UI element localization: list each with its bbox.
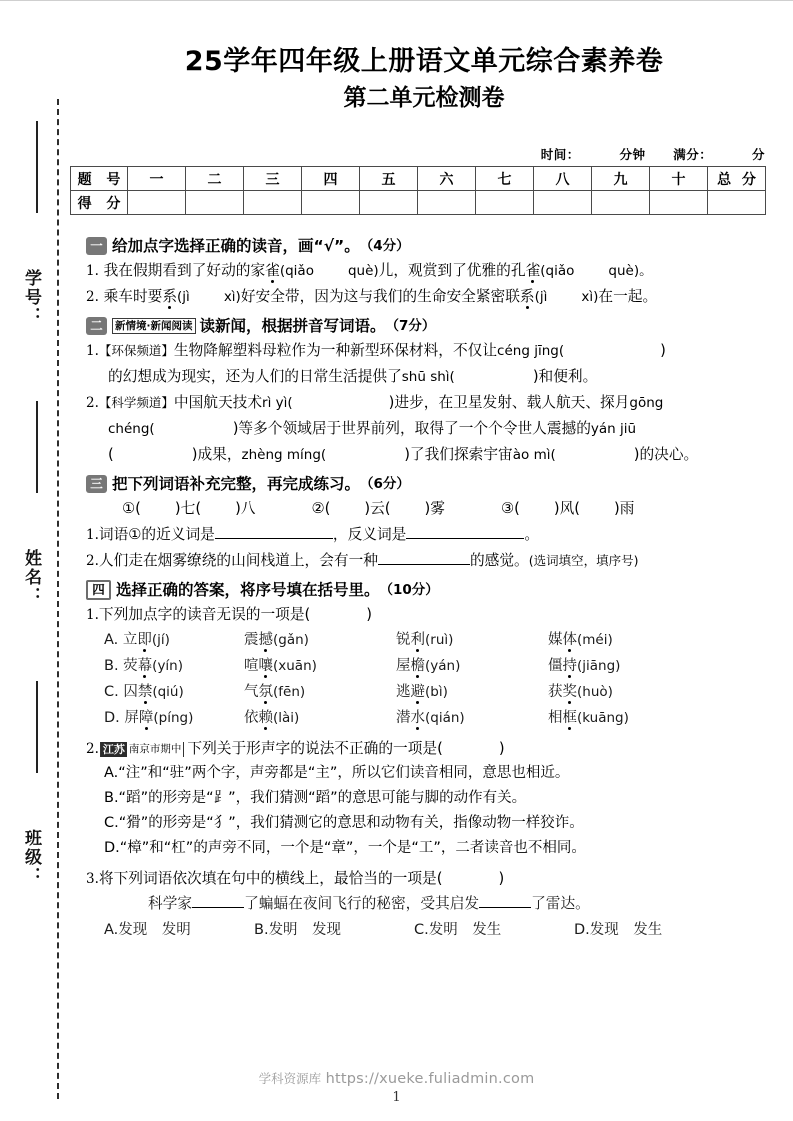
score-table bbox=[70, 166, 766, 215]
option-label: B. bbox=[104, 658, 119, 674]
option-text: 发现 发生 bbox=[589, 922, 663, 938]
question-text: 词语①的近义词是 bbox=[98, 526, 215, 543]
city-exam-name: 南京市期中 bbox=[128, 742, 182, 755]
section-3-question-2 bbox=[86, 549, 758, 573]
pinyin-option-3[interactable]: (qiǎo bbox=[540, 263, 575, 279]
section-1 bbox=[86, 235, 758, 309]
page-title-block bbox=[74, 45, 774, 112]
option-B[interactable]: B.“蹈”的形旁是“⻊”，我们猜测“蹈”的意思可能与脚的动作有关。 bbox=[104, 790, 527, 806]
score-table-col-3: 三 bbox=[244, 167, 302, 191]
score-cell-2[interactable] bbox=[186, 191, 244, 215]
page-number: 1 bbox=[392, 1090, 401, 1105]
score-cell-8[interactable] bbox=[534, 191, 592, 215]
option-text: 发现 发明 bbox=[118, 922, 191, 938]
section-2-title: 读新闻，根据拼音写词语。 bbox=[199, 317, 386, 335]
dotted-char: 雀 bbox=[525, 262, 541, 279]
pinyin-prompt-2a: gōng bbox=[629, 395, 664, 411]
question-number: 3. bbox=[86, 871, 99, 887]
watermark-url: https://xueke.fuliadmin.com bbox=[325, 1071, 535, 1087]
option-pinyin: (gǎn) bbox=[273, 632, 309, 648]
section-1-question-1 bbox=[86, 259, 758, 283]
channel-tag: 【环保频道】 bbox=[98, 343, 174, 358]
section-4-question-2 bbox=[86, 737, 758, 761]
dotted-char: 框 bbox=[562, 710, 577, 726]
question-text-cont: 儿，观赏到了优雅的孔 bbox=[378, 262, 526, 279]
option-word: 喧 bbox=[244, 658, 259, 674]
section-4-points: （10分） bbox=[379, 582, 439, 598]
option-pinyin: (jiāng) bbox=[577, 658, 621, 674]
question-text-cont: 好安全带，因为这与我们的生命安全紧密联 bbox=[240, 288, 520, 305]
section-4-question-3 bbox=[86, 867, 758, 891]
idiom-3-open: ③( bbox=[500, 500, 520, 517]
score-table-head-label: 题 号 bbox=[71, 167, 128, 191]
question-text: 我在假期看到了好动的家 bbox=[103, 262, 266, 279]
dotted-char: 撼 bbox=[258, 632, 273, 648]
section-2-question-2-line2 bbox=[86, 417, 758, 441]
score-table-col-6: 六 bbox=[418, 167, 476, 191]
score-cell-1[interactable] bbox=[128, 191, 186, 215]
section-1-points: （4分） bbox=[359, 238, 410, 254]
option-word: 屏 bbox=[124, 710, 139, 726]
pinyin-prompt-1: céng jīng( bbox=[497, 343, 565, 359]
score-table-score-label: 得 分 bbox=[71, 191, 128, 215]
option-word: 屋 bbox=[396, 658, 411, 674]
province-tag bbox=[100, 742, 185, 757]
dotted-char: 即 bbox=[137, 632, 152, 648]
option-label: A. bbox=[104, 922, 119, 938]
score-table-col-7: 七 bbox=[476, 167, 534, 191]
idiom-2-end: )雾 bbox=[424, 500, 445, 517]
option-word: 立 bbox=[122, 632, 138, 648]
section-3-number-badge: 三 bbox=[86, 475, 107, 493]
paren-close: ) bbox=[498, 740, 505, 757]
section-2-question-2 bbox=[86, 391, 758, 415]
option-pinyin: (yín) bbox=[152, 658, 184, 674]
idiom-1-mid: )七( bbox=[174, 500, 202, 517]
page-subtitle: 第二单元检测卷 bbox=[343, 84, 505, 111]
option-pinyin: (qián) bbox=[425, 710, 465, 726]
fold-dashed-line bbox=[57, 99, 59, 1099]
option-pinyin: (fēn) bbox=[273, 684, 306, 700]
section-3-heading bbox=[86, 473, 758, 495]
section-3-question-1 bbox=[86, 523, 758, 547]
section-2-number-badge: 二 bbox=[86, 317, 107, 335]
score-table-col-5: 五 bbox=[360, 167, 418, 191]
question-text-end: 。 bbox=[524, 526, 540, 543]
question-text-end: )和便利。 bbox=[532, 368, 598, 385]
score-cell-9[interactable] bbox=[592, 191, 650, 215]
section-2-question-1-line2 bbox=[86, 365, 758, 389]
dotted-char: 系 bbox=[519, 288, 535, 305]
option-word: 囚 bbox=[123, 684, 138, 700]
section-4-heading bbox=[86, 579, 758, 601]
section-1-heading bbox=[86, 235, 758, 257]
option-label: C. bbox=[414, 922, 429, 938]
exam-content bbox=[86, 229, 758, 945]
channel-tag: 【科学频道】 bbox=[98, 395, 174, 410]
fullscore-label: 满分： bbox=[673, 147, 713, 162]
dotted-char: 氛 bbox=[258, 684, 273, 700]
student-class-label: 班级： bbox=[21, 829, 41, 886]
paren-close: ) bbox=[660, 342, 666, 359]
question-number: 1. bbox=[86, 607, 99, 623]
section-2-heading bbox=[86, 315, 758, 337]
pinyin-option-2[interactable]: xì) bbox=[223, 289, 241, 305]
option-pinyin: (qiú) bbox=[152, 684, 184, 700]
option-word: 逃 bbox=[396, 684, 411, 700]
idiom-3-mid: )风( bbox=[553, 500, 581, 517]
question-number: 2. bbox=[86, 289, 99, 305]
question-number: 1. bbox=[86, 263, 99, 279]
option-text: 发明 发生 bbox=[428, 922, 502, 938]
option-row-D[interactable] bbox=[86, 705, 758, 731]
paren-open: ( bbox=[108, 446, 114, 463]
question-number: 2. bbox=[86, 741, 99, 757]
question-number: 1. bbox=[86, 527, 99, 543]
question-text: 人们走在烟雾缭绕的山间栈道上，会有一种 bbox=[98, 552, 378, 569]
option-text: 发明 发现 bbox=[268, 922, 342, 938]
option-pinyin: (jí) bbox=[151, 632, 170, 648]
option-row-C[interactable] bbox=[86, 679, 758, 705]
option-label: D. bbox=[574, 922, 590, 938]
question-text-cont: ，反义词是 bbox=[332, 526, 407, 543]
page-title: 25学年四年级上册语文单元综合素养卷 bbox=[184, 46, 664, 77]
question-text: 下列加点字的读音无误的一项是( bbox=[98, 606, 311, 623]
question-text-cont: )等多个领域居于世界前列，取得了一个个令世人震撼的 bbox=[232, 420, 591, 437]
answer-blank[interactable] bbox=[406, 538, 524, 539]
option-word: 相 bbox=[548, 710, 563, 726]
dotted-char: 嚷 bbox=[258, 658, 273, 674]
section-2-question-1 bbox=[86, 339, 758, 363]
question-note: (选词填空，填序号) bbox=[528, 553, 639, 568]
exam-meta-line bbox=[537, 145, 765, 163]
time-unit: 分钟 bbox=[619, 147, 646, 162]
answer-blank[interactable] bbox=[192, 907, 244, 908]
question-text-cont: )进步，在卫星发射、载人航天、探月 bbox=[388, 394, 630, 411]
margin-divider-line-3 bbox=[36, 681, 38, 773]
sentence-part-3: 了雷达。 bbox=[531, 895, 590, 912]
question-text-cont: )成果， bbox=[191, 446, 242, 463]
margin-divider-line-1 bbox=[36, 121, 38, 213]
question-text-end: )的决心。 bbox=[633, 446, 699, 463]
pinyin-prompt-2: shū shì( bbox=[401, 369, 455, 385]
option-word: 依 bbox=[244, 710, 259, 726]
province-name: 江苏 bbox=[102, 742, 125, 756]
idiom-2-open: ②( bbox=[311, 500, 331, 517]
question-text: 将下列词语依次填在句中的横线上，最恰当的一项是( bbox=[98, 870, 443, 887]
dotted-char: 禁 bbox=[137, 684, 153, 700]
table-row-question-numbers bbox=[71, 167, 766, 191]
score-cell-5[interactable] bbox=[360, 191, 418, 215]
section-4-question-3-options[interactable] bbox=[86, 917, 758, 943]
dotted-char: 赖 bbox=[258, 710, 273, 726]
section-3-title: 把下列词语补充完整，再完成练习。 bbox=[112, 475, 361, 493]
section-3-idiom-row bbox=[86, 497, 758, 521]
option-label: D. bbox=[104, 710, 120, 726]
pinyin-prompt-4: zhèng míng( bbox=[241, 447, 327, 463]
idiom-1-end: )八 bbox=[235, 500, 256, 517]
footer-watermark bbox=[0, 1069, 793, 1087]
dotted-char: 檐 bbox=[410, 658, 425, 674]
option-pinyin: (xuān) bbox=[273, 658, 317, 674]
section-2-scenario-tag: 新情境·新闻阅读 bbox=[112, 318, 196, 334]
question-text: 乘车时要 bbox=[103, 288, 163, 305]
option-word: 媒 bbox=[548, 632, 563, 648]
pinyin-option-3[interactable]: (jì bbox=[534, 289, 548, 305]
score-table-col-8: 八 bbox=[534, 167, 592, 191]
option-pinyin: (méi) bbox=[577, 632, 613, 648]
table-row-scores bbox=[71, 191, 766, 215]
dotted-char: 水 bbox=[410, 710, 425, 726]
option-word: 僵 bbox=[548, 658, 563, 674]
option-pinyin: (ruì) bbox=[425, 632, 454, 648]
score-cell-7[interactable] bbox=[476, 191, 534, 215]
section-2-points: （7分） bbox=[385, 318, 436, 334]
dotted-char: 幕 bbox=[137, 658, 153, 674]
pinyin-option-1[interactable]: (jì bbox=[177, 289, 190, 305]
option-D[interactable]: D.“樟”和“杠”的声旁不同，一个是“章”，一个是“工”，二者读音也不相同。 bbox=[104, 840, 586, 856]
score-table-col-10: 十 bbox=[650, 167, 708, 191]
section-2-question-2-line3 bbox=[86, 443, 758, 467]
paren-close: ) bbox=[366, 606, 372, 623]
time-label: 时间： bbox=[540, 147, 580, 162]
section-1-title: 给加点字选择正确的读音，画“√”。 bbox=[112, 237, 360, 255]
option-word: 潜 bbox=[396, 710, 411, 726]
score-cell-total[interactable] bbox=[708, 191, 766, 215]
answer-blank[interactable] bbox=[378, 564, 470, 565]
score-table-col-4: 四 bbox=[302, 167, 360, 191]
section-4 bbox=[86, 579, 758, 943]
option-pinyin: (bì) bbox=[425, 684, 448, 700]
idiom-1-open: ①( bbox=[122, 500, 141, 517]
pinyin-option-4[interactable]: què)。 bbox=[608, 263, 653, 279]
option-A[interactable]: A.“注”和“驻”两个字，声旁都是“主”，所以它们读音相同，意思也相近。 bbox=[104, 765, 570, 781]
answer-blank[interactable] bbox=[479, 907, 531, 908]
question-text-cont: 的感觉。 bbox=[469, 552, 529, 569]
score-cell-3[interactable] bbox=[244, 191, 302, 215]
option-label: A. bbox=[104, 632, 119, 648]
option-C[interactable]: C.“猾”的形旁是“犭”，我们猜测它的意思和动物有关，指像动物一样狡诈。 bbox=[104, 815, 584, 831]
option-pinyin: (píng) bbox=[153, 710, 194, 726]
option-row-A[interactable] bbox=[86, 627, 758, 653]
option-pinyin: (lài) bbox=[273, 710, 300, 726]
score-table-total-label: 总 分 bbox=[708, 167, 766, 191]
question-number: 1. bbox=[86, 343, 99, 359]
option-pinyin: (huò) bbox=[577, 684, 613, 700]
question-text: 下列关于形声字的说法不正确的一项是( bbox=[187, 740, 443, 757]
option-word: 气 bbox=[244, 684, 259, 700]
score-table-col-2: 二 bbox=[186, 167, 244, 191]
option-pinyin: (yán) bbox=[425, 658, 461, 674]
option-row-B[interactable] bbox=[86, 653, 758, 679]
dotted-char: 奖 bbox=[562, 684, 577, 700]
score-table-col-1: 一 bbox=[128, 167, 186, 191]
idiom-3-end: )雨 bbox=[614, 500, 635, 517]
option-word: 荧 bbox=[123, 658, 138, 674]
dotted-char: 利 bbox=[410, 632, 425, 648]
question-text-cont: )了我们探索宇宙 bbox=[404, 446, 513, 463]
pinyin-prompt-5: ào mì( bbox=[512, 447, 556, 463]
question-number: 2. bbox=[86, 395, 99, 411]
section-1-number-badge: 一 bbox=[86, 237, 107, 255]
option-word: 锐 bbox=[396, 632, 411, 648]
section-4-question-1 bbox=[86, 603, 758, 627]
sentence-part-1: 科学家 bbox=[148, 895, 193, 912]
section-4-number-badge: 四 bbox=[86, 580, 111, 600]
left-margin-strip bbox=[0, 1, 74, 1121]
pinyin-option-1[interactable]: (qiǎo bbox=[279, 263, 314, 279]
option-label: B. bbox=[254, 922, 269, 938]
paren-close: ) bbox=[498, 870, 505, 887]
section-3 bbox=[86, 473, 758, 573]
question-number: 2. bbox=[86, 553, 99, 569]
section-2 bbox=[86, 315, 758, 467]
score-table-col-9: 九 bbox=[592, 167, 650, 191]
student-id-label: 学号： bbox=[21, 269, 41, 326]
idiom-2-mid: )云( bbox=[364, 500, 391, 517]
pinyin-prompt-3: yán jiū bbox=[590, 421, 637, 437]
option-label: C. bbox=[104, 684, 119, 700]
score-cell-4[interactable] bbox=[302, 191, 360, 215]
score-cell-10[interactable] bbox=[650, 191, 708, 215]
question-text: 生物降解塑料母粒作为一种新型环保材料，不仅让 bbox=[173, 342, 498, 359]
section-4-title: 选择正确的答案，将序号填在括号里。 bbox=[116, 581, 380, 599]
question-text-end: 在一起。 bbox=[598, 288, 658, 305]
section-3-points: （6分） bbox=[360, 476, 410, 492]
dotted-char: 障 bbox=[138, 710, 154, 726]
watermark-site-name: 学科资源库 bbox=[258, 1071, 322, 1086]
pinyin-prompt-2b: chéng( bbox=[108, 421, 155, 437]
question-text-cont: 的幻想成为现实，还为人们的日常生活提供了 bbox=[108, 368, 402, 385]
option-word: 获 bbox=[548, 684, 563, 700]
section-4-question-3-sentence bbox=[86, 891, 758, 917]
question-text: 中国航天技术 bbox=[173, 394, 263, 411]
dotted-char: 体 bbox=[562, 632, 577, 648]
answer-blank[interactable] bbox=[215, 538, 333, 539]
sentence-part-2: 了蝙蝠在夜间飞行的秘密，受其启发 bbox=[244, 895, 480, 912]
dotted-char: 避 bbox=[410, 684, 425, 700]
margin-divider-line-2 bbox=[36, 401, 38, 493]
option-pinyin: (kuāng) bbox=[577, 710, 629, 726]
dotted-char: 系 bbox=[162, 288, 178, 305]
pinyin-prompt-1: rì yì( bbox=[262, 395, 293, 411]
student-name-label: 姓名： bbox=[21, 549, 41, 606]
option-word: 震 bbox=[244, 632, 259, 648]
section-1-question-2 bbox=[86, 285, 758, 309]
pinyin-option-2[interactable]: què) bbox=[347, 263, 379, 279]
score-cell-6[interactable] bbox=[418, 191, 476, 215]
pinyin-option-4[interactable]: xì) bbox=[581, 289, 599, 305]
dotted-char: 雀 bbox=[265, 262, 280, 279]
fullscore-unit: 分 bbox=[751, 147, 765, 162]
dotted-char: 持 bbox=[562, 658, 577, 674]
